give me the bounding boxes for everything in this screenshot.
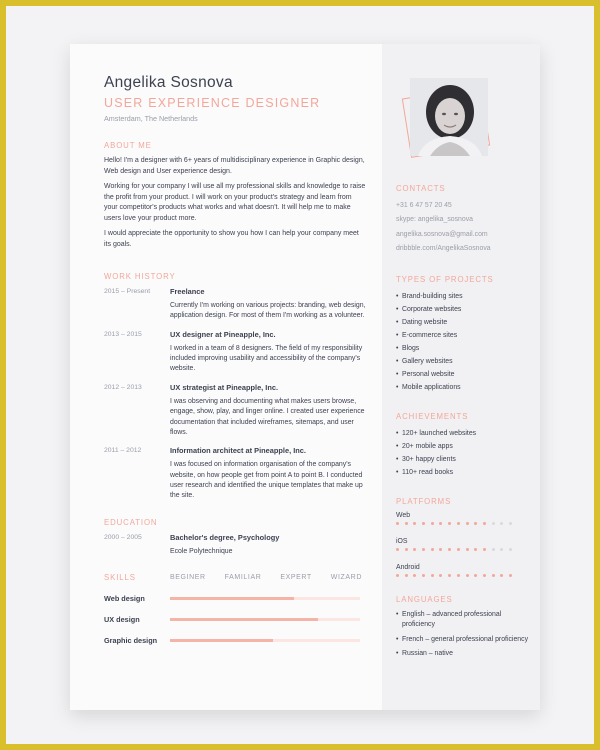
job-dates: 2011 – 2012 [104,447,142,455]
achievements-section [396,412,532,479]
rating-dot-filled [439,548,442,551]
skills-header [104,573,366,582]
job-entry [104,330,366,375]
project-item: • Personal website [396,368,532,381]
rating-dot-filled [396,522,399,525]
rating-dot-filled [457,574,460,577]
achievement-item: • 120+ launched websites [396,427,532,440]
skill-row [104,636,366,645]
achievement-item: • 30+ happy clients [396,453,532,466]
achievement-item: • 110+ read books [396,466,532,479]
platform-rating [396,522,512,525]
job-title: Information architect at Pineapple, Inc. [170,446,306,456]
sidebar-content [396,184,532,678]
achievement-item: • 20+ mobile apps [396,440,532,453]
platform-rating [396,548,512,551]
contact-dribbble: dribbble.com/AngelikaSosnova [396,245,491,253]
rating-dot-filled [448,548,451,551]
job-description: Currently I'm working on various projects: branding, web design, application design. For most of them I'm working as a volunteer. [170,302,366,320]
skill-bar [170,639,360,642]
job-description: I was focused on information organisation of the company's website, on how people get from point A to point B. I conducted user research and identified the unique templates that make up the site. [170,461,363,500]
rating-dot-filled [474,522,477,525]
project-item: • Brand-building sites [396,290,532,303]
language-item: • French – general professional proficiency [396,635,532,646]
skill-levels [170,574,362,581]
rating-dot-filled [466,522,469,525]
job-title: Freelance [170,287,205,296]
rating-dot-filled [405,548,408,551]
rating-dot-filled [466,574,469,577]
platform-rating [396,574,512,577]
skill-bar [170,597,360,600]
rating-dot-filled [483,574,486,577]
skill-row [104,594,366,603]
job-entry [104,287,366,322]
rating-dot-filled [492,574,495,577]
project-item: • Mobile applications [396,381,532,394]
education-school: Ecole Polytechnique [170,547,233,555]
job-dates: 2015 – Present [104,288,151,295]
rating-dot-filled [483,548,486,551]
rating-dot-filled [422,574,425,577]
about-paragraph: Hello! I'm a designer with 6+ years of multidisciplinary experience in Graphic design, Web design and User experience design. [104,157,365,175]
rating-dot-empty [500,522,503,525]
skill-bar-fill [170,639,273,642]
work-title: WORK HISTORY [104,272,176,281]
resume-role: USER EXPERIENCE DESIGNER [104,96,321,110]
rating-dot-filled [396,548,399,551]
contact-skype: skype: angelika_sosnova [396,216,473,224]
rating-dot-filled [448,522,451,525]
job-entry [104,446,366,501]
main-column [104,74,366,645]
education-dates: 2000 – 2005 [104,533,142,541]
project-item: • Corporate websites [396,303,532,316]
rating-dot-filled [405,574,408,577]
rating-dot-empty [492,548,495,551]
rating-dot-filled [396,574,399,577]
contact-email: angelika.sosnova@gmail.com [396,230,488,238]
languages-title: LANGUAGES [396,594,453,604]
contacts-section [396,184,532,257]
rating-dot-filled [439,522,442,525]
job-entry [104,383,366,438]
platform-label: iOS [396,537,408,545]
skill-level-label: BEGINER [170,574,206,582]
rating-dot-empty [492,522,495,525]
rating-dot-filled [422,522,425,525]
skill-label: Graphic design [104,636,158,646]
rating-dot-empty [509,522,512,525]
education-title: EDUCATION [104,517,158,527]
rating-dot-filled [500,574,503,577]
rating-dot-filled [439,574,442,577]
project-item: • Dating website [396,316,532,329]
skill-level-label: EXPERT [280,574,312,582]
job-description: I worked in a team of 8 designers. The field of my responsibility included improving usability and accessibility of the company's website. [170,344,363,373]
job-dates: 2013 – 2015 [104,330,142,338]
rating-dot-filled [483,522,486,525]
rating-dot-filled [413,548,416,551]
contacts-title: CONTACTS [396,184,446,193]
skill-level-label: FAMILIAR [224,574,262,582]
platform-label: Android [396,563,420,571]
projects-section [396,275,532,394]
about-paragraph: I would appreciate the opportunity to show you how I can help your company meet its goals. [104,230,359,248]
platforms-section [396,497,532,577]
rating-dot-filled [457,548,460,551]
education-entry [104,533,366,557]
skill-label: UX design [104,615,140,625]
rating-dot-filled [431,574,434,577]
job-dates: 2012 – 2013 [104,383,142,391]
rating-dot-filled [413,574,416,577]
platform-label: Web [396,511,411,519]
contact-phone: +31 6 47 57 20 45 [396,202,452,209]
achievements-title: ACHIEVEMENTS [396,411,469,421]
rating-dot-empty [500,548,503,551]
about-title: ABOUT ME [104,141,152,150]
project-item: • E-commerce sites [396,329,532,342]
job-title: UX strategist at Pineapple, Inc. [170,382,279,392]
sidebar [382,44,540,710]
resume-location: Amsterdam, The Netherlands [104,114,198,123]
language-item: • English – advanced professional proficiency [396,610,532,631]
rating-dot-filled [431,522,434,525]
skill-level-label: WIZARD [330,574,362,582]
rating-dot-filled [474,548,477,551]
job-title: UX designer at Pineapple, Inc. [170,329,276,339]
resume-sheet [70,44,540,710]
rating-dot-filled [448,574,451,577]
language-item: • Russian – native [396,649,532,660]
profile-photo [410,78,488,156]
rating-dot-filled [431,548,434,551]
project-item: • Blogs [396,342,532,355]
skills-title: SKILLS [104,573,136,583]
rating-dot-filled [422,548,425,551]
resume-name: Angelika Sosnova [104,74,233,91]
rating-dot-empty [509,548,512,551]
rating-dot-filled [509,574,512,577]
education-degree: Bachelor's degree, Psychology [170,532,280,542]
profile-photo-frame [398,78,496,158]
skill-bar-fill [170,597,294,600]
rating-dot-filled [474,574,477,577]
skill-row [104,615,366,624]
languages-section [396,595,532,660]
skill-bar [170,618,360,621]
rating-dot-filled [466,548,469,551]
about-paragraph: Working for your company I will use all my professional skills and knowledge to raise the profit from your product. I will work on your product's strategy and learn from your competitor's products what works and what doesn't. It will help me to make users love your product more. [104,183,366,222]
rating-dot-filled [405,522,408,525]
skill-bar-fill [170,618,318,621]
skill-label: Web design [104,594,145,604]
project-item: • Gallery websites [396,355,532,368]
rating-dot-filled [413,522,416,525]
rating-dot-filled [457,522,460,525]
projects-title: TYPES OF PROJECTS [396,274,494,284]
job-description: I was observing and documenting what makes users browse, engage, show, play, and linger online. I created user experience documentation that included wireframes, sitemaps, and user flows. [170,397,365,436]
page-background [6,6,594,744]
platforms-title: PLATFORMS [396,496,452,506]
